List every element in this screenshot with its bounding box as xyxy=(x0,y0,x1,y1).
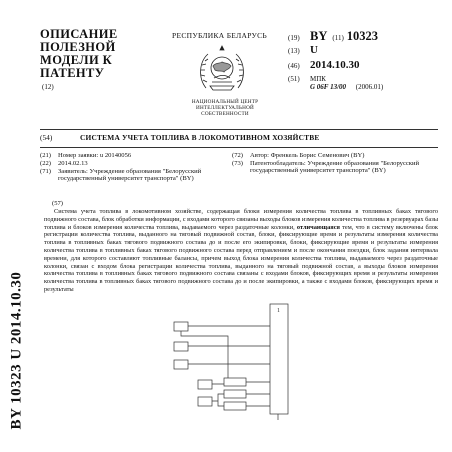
abstract-code: (57) xyxy=(52,200,63,207)
ipc-version: (2006.01) xyxy=(355,83,384,91)
title-line: ОПИСАНИЕ xyxy=(40,27,118,41)
patent-number: 10323 xyxy=(346,29,379,43)
inid-code: (71) xyxy=(40,167,51,175)
register-block xyxy=(224,390,246,398)
connection-line xyxy=(188,326,270,364)
inid-code: (19) xyxy=(288,34,300,42)
field-entry xyxy=(40,168,220,183)
country-code: BY xyxy=(310,29,328,43)
side-code-text: BY 10323 U 2014.10.30 xyxy=(8,271,25,429)
field-text: Патентообладатель: Учреждение образования "Белорусский государственный университет транспорта" (BY) xyxy=(250,159,420,175)
title-line: ПАТЕНТУ xyxy=(40,66,105,80)
sensor-block xyxy=(174,342,188,351)
office-line: СОБСТВЕННОСТИ xyxy=(201,111,249,117)
inid-code: (46) xyxy=(288,62,300,70)
right-fields xyxy=(232,152,438,175)
sensor-block xyxy=(198,380,212,389)
document-title xyxy=(40,28,160,80)
sensor-block xyxy=(174,360,188,369)
field-text: Заявитель: Учреждение образования "Белорусский государственный университет транспорта" (BY) xyxy=(58,167,202,183)
office-line: НАЦИОНАЛЬНЫЙ ЦЕНТР xyxy=(191,99,259,105)
patent-number-row xyxy=(288,29,438,44)
field-text: Автор: Френкель Борис Семенович (BY) xyxy=(250,152,365,159)
inid-code: (21) xyxy=(40,152,51,159)
ipc-row xyxy=(288,74,438,91)
inid-code: (73) xyxy=(232,159,243,167)
connection-line xyxy=(181,331,228,378)
title-code: (12) xyxy=(42,83,54,91)
connection-line xyxy=(246,382,270,406)
inid-code: (13) xyxy=(288,47,300,55)
field-entry xyxy=(232,160,438,175)
abstract-part: тем, что в систему включены блок регистрации количества топлива, выданного на тяговый подвижной состав, блоки, фиксирующие время и результаты измерения количества топлива в топливных баках тягового подвижного состава до и после его экипировки, блоки, фиксирующие время и результаты измерения количества топлива в топливных баках тягового подвижного состава перед отправлением и после окончания поездки, блок задания интервала времени, для которого составляют топливные балансы, причем выход блока измерения количества топлива, выдаваемого через раздаточные колонки, связан с входом блока регистрации количества топлива, выданного на тяговый подвижной состав, а выходы блоков измерения количества топлива в топливных баках тягового подвижного состава связаны с входами блоков, фиксирующих время и результаты измерения количества топлива в топливных баках тягового подвижного состава до и после экипировки, а также с входами блоков, фиксирующих время и результаты xyxy=(44,223,438,293)
abstract-emphasis: отличающаяся xyxy=(296,223,340,231)
inid-code: (72) xyxy=(232,152,243,159)
register-block xyxy=(224,378,246,386)
field-text: Номер заявки: u 20140056 xyxy=(58,152,132,159)
inid-code: (22) xyxy=(40,159,51,167)
ipc-label: МПК xyxy=(310,75,326,83)
divider-line xyxy=(40,129,438,130)
abstract-part: Система учета топлива в локомотивном хозяйстве, содержащая блоки измерения количества топлива в топливных баках тягового подвижного состава, блок обработки информации, с входами которого связаны выходы блоков измерения количества топлива в резервуарах базы топлива и блоков измерения количества топлива, выдаваемого через раздаточные колонки, xyxy=(44,208,438,231)
block-diagram xyxy=(168,302,308,422)
title-line: МОДЕЛИ К xyxy=(40,53,113,67)
invention-title: СИСТЕМА УЧЕТА ТОПЛИВА В ЛОКОМОТИВНОМ ХОЗЯЙСТВЕ xyxy=(80,133,320,142)
publication-date: 2014.10.30 xyxy=(310,59,360,71)
inid-code: (51) xyxy=(288,75,300,83)
office-name xyxy=(180,99,270,117)
processing-unit-block xyxy=(270,304,288,414)
office-line: ИНТЕЛЛЕКТУАЛЬНОЙ xyxy=(196,105,254,111)
invention-title-row xyxy=(40,133,440,142)
sensor-block xyxy=(174,322,188,331)
inid-code: (54) xyxy=(40,133,53,142)
register-block xyxy=(224,402,246,410)
abstract-text xyxy=(44,208,438,294)
kind-code-row xyxy=(288,44,438,59)
left-fields xyxy=(40,152,220,183)
country-name: РЕСПУБЛИКА БЕЛАРУСЬ xyxy=(172,31,267,40)
sensor-block xyxy=(198,397,212,406)
state-emblem-icon xyxy=(196,42,248,94)
block-label: 1 xyxy=(277,308,280,314)
field-entry xyxy=(40,152,220,159)
field-entry xyxy=(232,152,438,159)
publication-date-row xyxy=(288,59,438,74)
kind-code: U xyxy=(310,44,318,56)
ipc-block xyxy=(310,75,383,91)
side-document-code xyxy=(2,270,32,430)
title-line: ПОЛЕЗНОЙ xyxy=(40,40,116,54)
inid-code: (11) xyxy=(332,34,344,42)
field-entry xyxy=(40,160,220,167)
field-text: 2014.02.13 xyxy=(58,159,88,167)
divider-line xyxy=(40,147,438,148)
bibliographic-data xyxy=(288,29,438,91)
connection-line xyxy=(212,384,224,406)
ipc-class: G 06F 13/00 xyxy=(310,83,347,91)
